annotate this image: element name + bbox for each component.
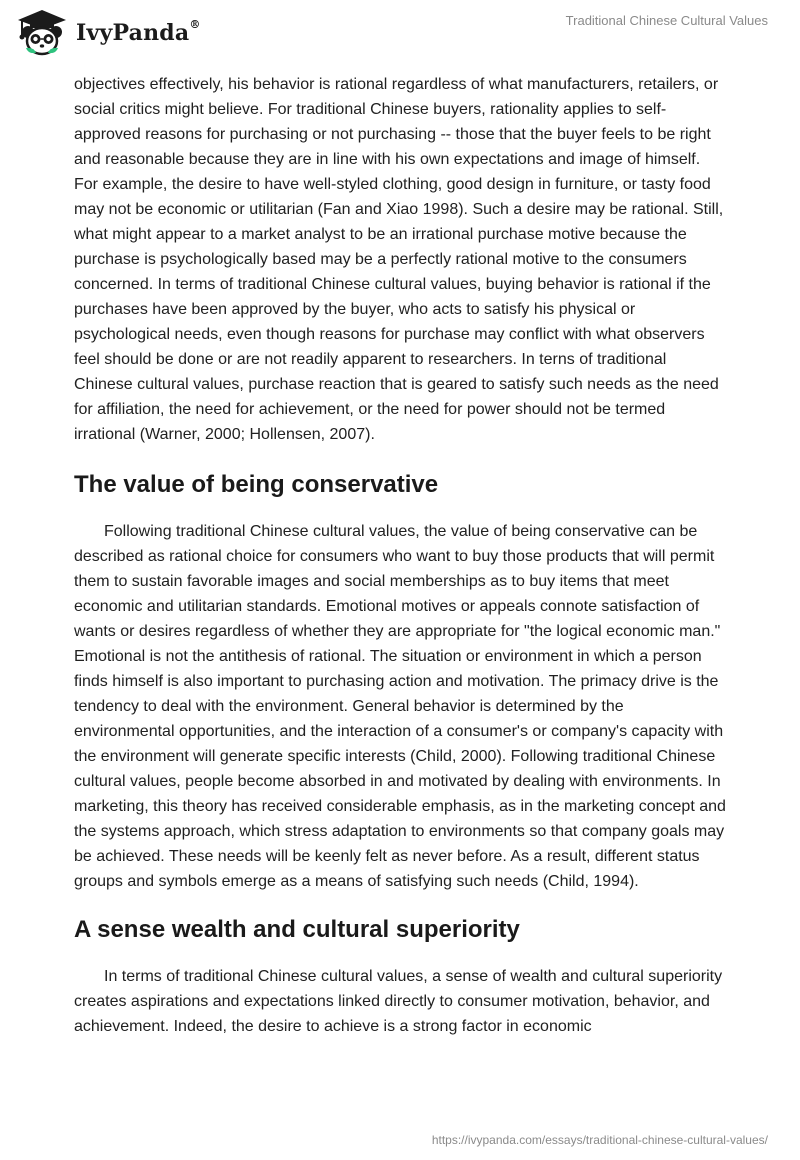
section-heading-conservative: The value of being conservative <box>74 471 439 498</box>
paragraph-conservative: Following traditional Chinese cultural values, the value of being conservative can be described as rational choice for consumers who want to buy those products that will permit them to sustain favorable images and social memberships as to buy items that meet economic and utilitarian standards. Emotional motives or appeals connote satisfaction of wants or desires regardless of whether they are appropriate for "the logical economic man." Emotional is not the antithesis of rational. The situation or environment in which a person finds himself is also important to purchasing action and motivation. The primacy drive is the tendency to deal with the environment. General behavior is determined by the environmental opportunities, and the interaction of a consumer's or company's capacity with the environment will generate specific interests (Child, 2000). Following traditional Chinese cultural values, people become absorbed in and motivated by dealing with environments. In marketing, this theory has received considerable emphasis, as in the marketing concept and the systems approach, which stress adaptation to environments so that company goals may be achieved. These needs will be keenly felt as never before. As a result, different status groups and symbols emerge as a means of satisfying such needs (Child, 1994). <box>74 523 726 890</box>
paragraph-continuation: objectives effectively, his behavior is rational regardless of what manufacturers, retailers, or social critics might believe. For traditional Chinese buyers, rationality applies to self-approved reasons for purchasing or not purchasing -- those that the buyer feels to be right and reasonable because they are in line with his own expectations and image of himself. For example, the desire to have well-styled clothing, good design in furniture, or tasty food may not be economic or utilitarian (Fan and Xiao 1998). Such a desire may be rational. Still, what might appear to a market analyst to be an irrational purchase motive because the purchase is psychologically based may be a perfectly rational motive to the consumers concerned. In terms of traditional Chinese cultural values, buying behavior is rational if the purchases have been approved by the buyer, who acts to satisfy his physical or psychological needs, even though reasons for purchase may conflict with what observers feel should be done or are not readily apparent to researchers. In terns of traditional Chinese cultural values, purchase reaction that is geared to satisfy such needs as the need for affiliation, the need for achievement, or the need for power should not be termed irrational (Warner, 2000; Hollensen, 2007). <box>74 76 724 443</box>
footer-url[interactable]: https://ivypanda.com/essays/traditional-chinese-cultural-values/ <box>431 1133 768 1147</box>
panda-graduate-icon <box>14 8 70 58</box>
document-title: Traditional Chinese Cultural Values <box>565 13 768 28</box>
section-heading-wealth: A sense wealth and cultural superiority <box>74 916 520 943</box>
paragraph-wealth: In terms of traditional Chinese cultural values, a sense of wealth and cultural superiority creates aspirations and expectations linked directly to consumer motivation, behavior, and achievement. Indeed, the desire to achieve is a strong factor in economic <box>74 968 723 1035</box>
logo-text: IvyPanda® <box>76 18 201 46</box>
essay-body <box>74 72 728 1039</box>
site-logo[interactable] <box>14 8 201 58</box>
page-header <box>0 0 800 70</box>
